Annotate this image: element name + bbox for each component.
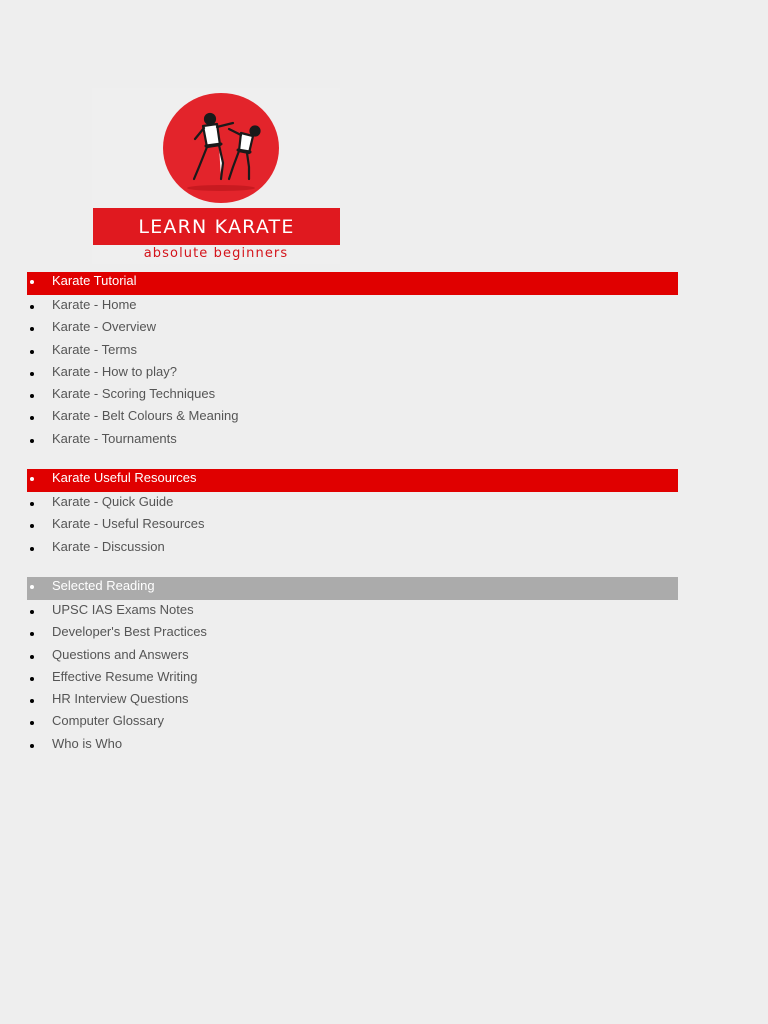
bullet-icon (30, 477, 34, 481)
bullet-icon (30, 721, 34, 725)
list-item[interactable] (27, 384, 678, 406)
list-item[interactable] (27, 340, 678, 362)
learn-karate-logo[interactable] (92, 88, 340, 264)
nav-link-karate-terms[interactable]: Karate - Terms (52, 341, 138, 357)
list-item[interactable] (27, 600, 678, 622)
nav-link-karate-quick-guide[interactable]: Karate - Quick Guide (52, 494, 174, 509)
bullet-icon (30, 305, 34, 309)
bullet-icon (30, 699, 34, 703)
list-item[interactable] (27, 645, 678, 667)
bullet-icon (30, 327, 34, 331)
nav-link-effective-resume-writing[interactable]: Effective Resume Writing (52, 668, 198, 684)
nav-link-karate-overview[interactable]: Karate - Overview (52, 319, 157, 335)
section-header-karate-useful-resources (27, 469, 678, 492)
nav-link-upsc-ias-exams-notes[interactable]: UPSC IAS Exams Notes (52, 602, 194, 617)
bullet-icon (30, 744, 34, 748)
list-item[interactable] (27, 406, 678, 428)
bullet-icon (30, 632, 34, 636)
nav-link-questions-and-answers[interactable]: Questions and Answers (52, 646, 189, 662)
bullet-icon (30, 677, 34, 681)
nav-link-karate-useful-resources[interactable]: Karate - Useful Resources (52, 516, 205, 532)
bullet-icon (30, 502, 34, 506)
bullet-icon (30, 416, 34, 420)
list-item[interactable] (27, 689, 678, 711)
bullet-icon (30, 547, 34, 551)
nav-link-developers-best-practices[interactable]: Developer's Best Practices (52, 624, 207, 640)
nav-link-computer-glossary[interactable]: Computer Glossary (52, 713, 164, 729)
list-item[interactable] (27, 514, 678, 536)
section-karate-tutorial (27, 272, 678, 451)
list-item[interactable] (27, 667, 678, 689)
nav-link-hr-interview-questions[interactable]: HR Interview Questions (52, 691, 189, 707)
list-item[interactable] (27, 429, 678, 451)
list-item[interactable] (27, 295, 678, 317)
list-item[interactable] (27, 492, 678, 514)
list-item[interactable] (27, 622, 678, 644)
bullet-icon (30, 585, 34, 589)
nav-link-karate-discussion[interactable]: Karate - Discussion (52, 538, 165, 554)
logo-title: LEARN KARATE (93, 208, 340, 245)
list-item[interactable] (27, 362, 678, 384)
section-header-selected-reading (27, 577, 678, 600)
nav-link-karate-scoring-techniques[interactable]: Karate - Scoring Techniques (52, 386, 216, 402)
karate-fighters-emblem (163, 93, 279, 203)
bullet-icon (30, 350, 34, 354)
nav-link-karate-home[interactable]: Karate - Home (52, 297, 137, 312)
bullet-icon (30, 394, 34, 398)
section-selected-reading (27, 577, 678, 756)
nav-link-who-is-who[interactable]: Who is Who (52, 735, 123, 751)
bullet-icon (30, 372, 34, 376)
list-item[interactable] (27, 537, 678, 559)
list-item[interactable] (27, 734, 678, 756)
list-item[interactable] (27, 317, 678, 339)
section-header-label: Karate Useful Resources (52, 470, 197, 485)
bullet-icon (30, 610, 34, 614)
bullet-icon (30, 280, 34, 284)
section-header-label: Karate Tutorial (52, 273, 137, 288)
list-item[interactable] (27, 711, 678, 733)
bullet-icon (30, 655, 34, 659)
section-header-label: Selected Reading (52, 578, 155, 593)
nav-link-karate-belt-colours[interactable]: Karate - Belt Colours & Meaning (52, 408, 239, 424)
section-karate-useful-resources (27, 469, 678, 559)
logo-tagline: absolute beginners (143, 246, 289, 261)
bullet-icon (30, 439, 34, 443)
section-header-karate-tutorial (27, 272, 678, 295)
bullet-icon (30, 524, 34, 528)
nav-link-karate-how-to-play[interactable]: Karate - How to play? (52, 363, 178, 379)
nav-link-karate-tournaments[interactable]: Karate - Tournaments (52, 430, 177, 446)
